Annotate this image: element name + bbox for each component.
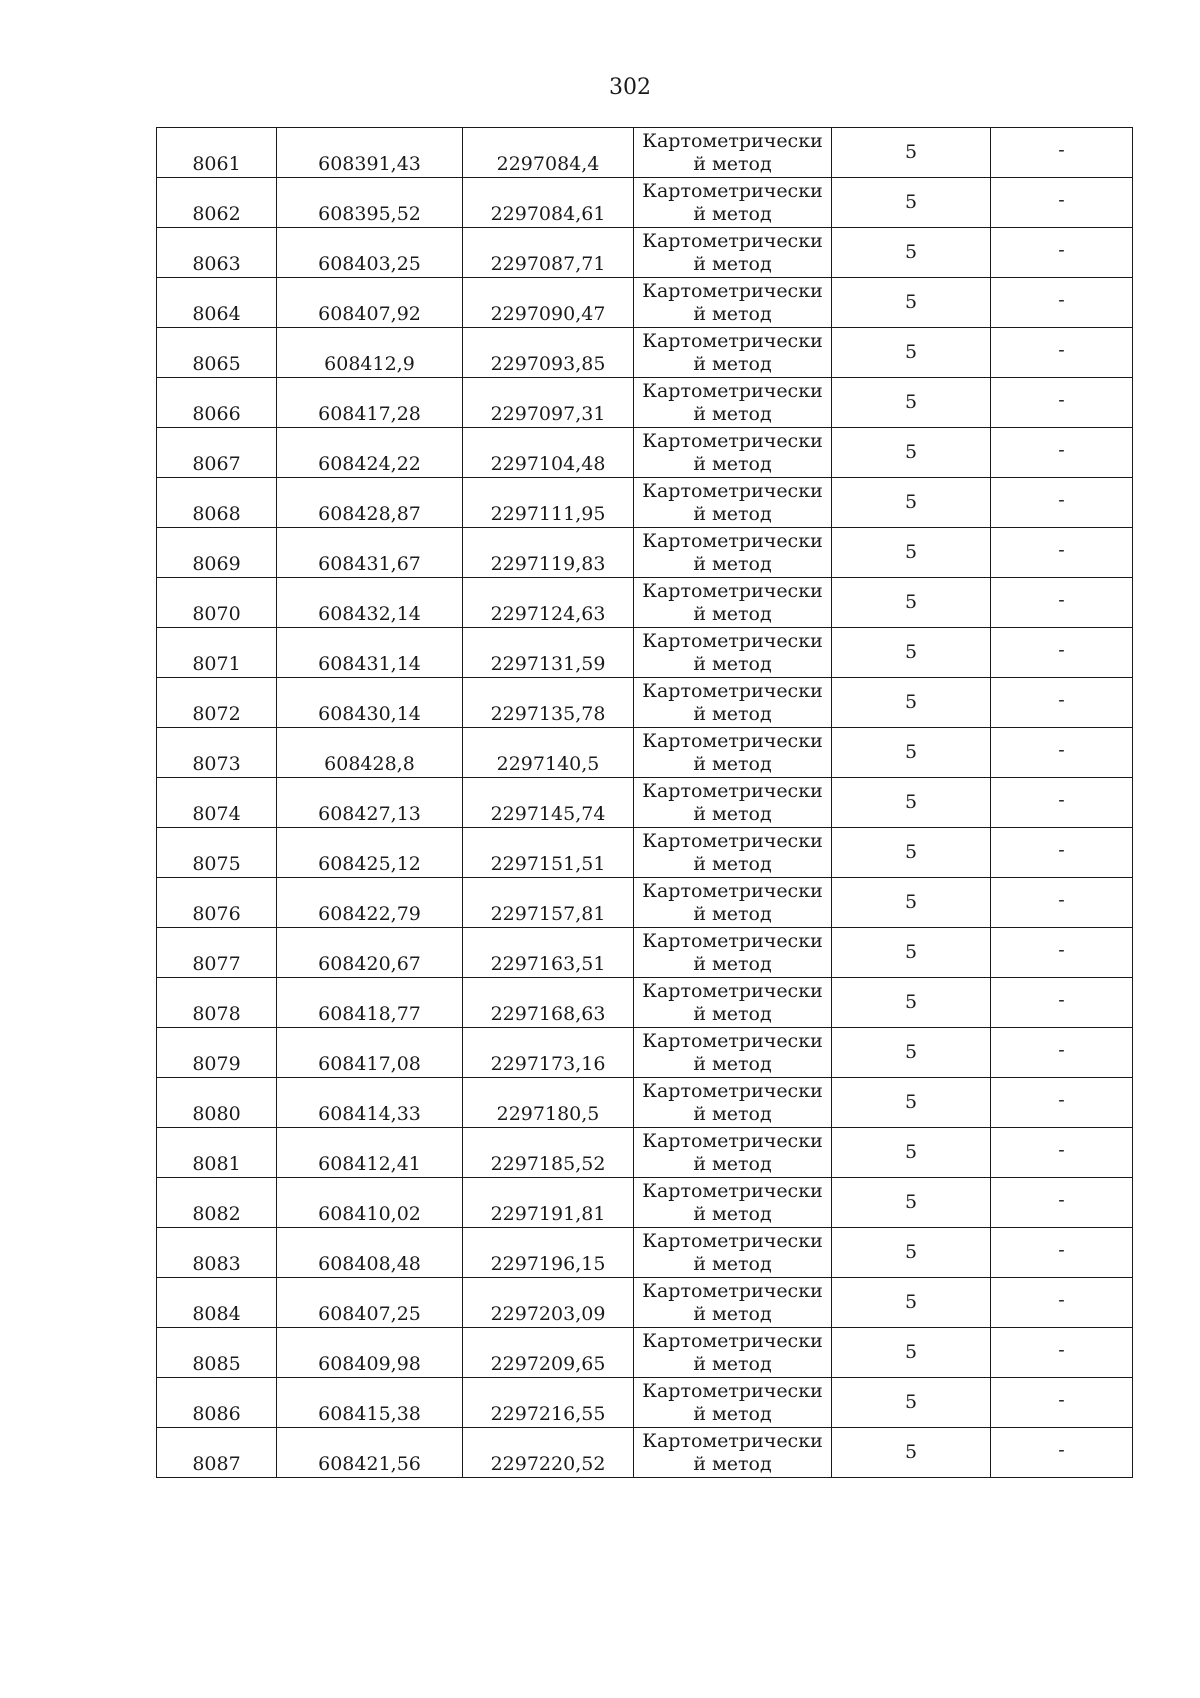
accuracy-cell: 5 bbox=[832, 1428, 991, 1478]
y-coord-cell: 2297220,52 bbox=[463, 1428, 634, 1478]
y-coord-cell: 2297173,16 bbox=[463, 1028, 634, 1078]
method-cell: Картометрически й метод bbox=[634, 1128, 832, 1178]
table-row bbox=[157, 678, 1133, 728]
point-id-cell: 8068 bbox=[157, 478, 277, 528]
accuracy-cell: 5 bbox=[832, 1228, 991, 1278]
y-coord-cell: 2297216,55 bbox=[463, 1378, 634, 1428]
table-row bbox=[157, 378, 1133, 428]
accuracy-cell: 5 bbox=[832, 928, 991, 978]
accuracy-cell: 5 bbox=[832, 628, 991, 678]
point-id-cell: 8074 bbox=[157, 778, 277, 828]
table-row bbox=[157, 1028, 1133, 1078]
y-coord-cell: 2297157,81 bbox=[463, 878, 634, 928]
y-coord-cell: 2297203,09 bbox=[463, 1278, 634, 1328]
point-id-cell: 8076 bbox=[157, 878, 277, 928]
method-cell: Картометрически й метод bbox=[634, 678, 832, 728]
x-coord-cell: 608432,14 bbox=[277, 578, 463, 628]
table-row bbox=[157, 478, 1133, 528]
note-cell: - bbox=[991, 1078, 1133, 1128]
x-coord-cell: 608420,67 bbox=[277, 928, 463, 978]
note-cell: - bbox=[991, 678, 1133, 728]
point-id-cell: 8082 bbox=[157, 1178, 277, 1228]
note-cell: - bbox=[991, 728, 1133, 778]
table-row bbox=[157, 828, 1133, 878]
note-cell: - bbox=[991, 378, 1133, 428]
table-row bbox=[157, 278, 1133, 328]
y-coord-cell: 2297111,95 bbox=[463, 478, 634, 528]
note-cell: - bbox=[991, 128, 1133, 178]
accuracy-cell: 5 bbox=[832, 378, 991, 428]
accuracy-cell: 5 bbox=[832, 278, 991, 328]
table-row bbox=[157, 628, 1133, 678]
point-id-cell: 8073 bbox=[157, 728, 277, 778]
method-cell: Картометрически й метод bbox=[634, 528, 832, 578]
method-cell: Картометрически й метод bbox=[634, 1278, 832, 1328]
point-id-cell: 8067 bbox=[157, 428, 277, 478]
note-cell: - bbox=[991, 978, 1133, 1028]
table-row bbox=[157, 1378, 1133, 1428]
accuracy-cell: 5 bbox=[832, 1178, 991, 1228]
x-coord-cell: 608418,77 bbox=[277, 978, 463, 1028]
method-cell: Картометрически й метод bbox=[634, 828, 832, 878]
method-cell: Картометрически й метод bbox=[634, 278, 832, 328]
y-coord-cell: 2297151,51 bbox=[463, 828, 634, 878]
table-row bbox=[157, 1128, 1133, 1178]
table-row bbox=[157, 1078, 1133, 1128]
note-cell: - bbox=[991, 1428, 1133, 1478]
note-cell: - bbox=[991, 1178, 1133, 1228]
y-coord-cell: 2297093,85 bbox=[463, 328, 634, 378]
method-cell: Картометрически й метод bbox=[634, 778, 832, 828]
x-coord-cell: 608430,14 bbox=[277, 678, 463, 728]
table-row bbox=[157, 1278, 1133, 1328]
method-cell: Картометрически й метод bbox=[634, 728, 832, 778]
note-cell: - bbox=[991, 1228, 1133, 1278]
accuracy-cell: 5 bbox=[832, 428, 991, 478]
note-cell: - bbox=[991, 928, 1133, 978]
accuracy-cell: 5 bbox=[832, 478, 991, 528]
y-coord-cell: 2297145,74 bbox=[463, 778, 634, 828]
x-coord-cell: 608427,13 bbox=[277, 778, 463, 828]
method-cell: Картометрически й метод bbox=[634, 1028, 832, 1078]
point-id-cell: 8069 bbox=[157, 528, 277, 578]
y-coord-cell: 2297087,71 bbox=[463, 228, 634, 278]
method-cell: Картометрически й метод bbox=[634, 328, 832, 378]
point-id-cell: 8072 bbox=[157, 678, 277, 728]
point-id-cell: 8064 bbox=[157, 278, 277, 328]
note-cell: - bbox=[991, 1128, 1133, 1178]
x-coord-cell: 608417,08 bbox=[277, 1028, 463, 1078]
x-coord-cell: 608425,12 bbox=[277, 828, 463, 878]
note-cell: - bbox=[991, 478, 1133, 528]
y-coord-cell: 2297196,15 bbox=[463, 1228, 634, 1278]
accuracy-cell: 5 bbox=[832, 778, 991, 828]
accuracy-cell: 5 bbox=[832, 1328, 991, 1378]
table-row bbox=[157, 578, 1133, 628]
table-row bbox=[157, 878, 1133, 928]
point-id-cell: 8078 bbox=[157, 978, 277, 1028]
method-cell: Картометрически й метод bbox=[634, 628, 832, 678]
y-coord-cell: 2297119,83 bbox=[463, 528, 634, 578]
x-coord-cell: 608391,43 bbox=[277, 128, 463, 178]
x-coord-cell: 608414,33 bbox=[277, 1078, 463, 1128]
x-coord-cell: 608431,67 bbox=[277, 528, 463, 578]
x-coord-cell: 608403,25 bbox=[277, 228, 463, 278]
accuracy-cell: 5 bbox=[832, 1078, 991, 1128]
method-cell: Картометрически й метод bbox=[634, 1078, 832, 1128]
note-cell: - bbox=[991, 528, 1133, 578]
y-coord-cell: 2297163,51 bbox=[463, 928, 634, 978]
x-coord-cell: 608408,48 bbox=[277, 1228, 463, 1278]
x-coord-cell: 608412,9 bbox=[277, 328, 463, 378]
note-cell: - bbox=[991, 228, 1133, 278]
table-row bbox=[157, 128, 1133, 178]
x-coord-cell: 608407,25 bbox=[277, 1278, 463, 1328]
accuracy-cell: 5 bbox=[832, 678, 991, 728]
table-row bbox=[157, 428, 1133, 478]
note-cell: - bbox=[991, 1378, 1133, 1428]
method-cell: Картометрически й метод bbox=[634, 128, 832, 178]
method-cell: Картометрически й метод bbox=[634, 178, 832, 228]
method-cell: Картометрически й метод bbox=[634, 928, 832, 978]
accuracy-cell: 5 bbox=[832, 578, 991, 628]
method-cell: Картометрически й метод bbox=[634, 578, 832, 628]
x-coord-cell: 608412,41 bbox=[277, 1128, 463, 1178]
x-coord-cell: 608421,56 bbox=[277, 1428, 463, 1478]
x-coord-cell: 608407,92 bbox=[277, 278, 463, 328]
method-cell: Картометрически й метод bbox=[634, 1228, 832, 1278]
x-coord-cell: 608395,52 bbox=[277, 178, 463, 228]
point-id-cell: 8070 bbox=[157, 578, 277, 628]
table-row bbox=[157, 328, 1133, 378]
accuracy-cell: 5 bbox=[832, 728, 991, 778]
y-coord-cell: 2297131,59 bbox=[463, 628, 634, 678]
method-cell: Картометрически й метод bbox=[634, 1178, 832, 1228]
page-number: 302 bbox=[609, 75, 651, 100]
table-row bbox=[157, 778, 1133, 828]
point-id-cell: 8077 bbox=[157, 928, 277, 978]
coordinates-table bbox=[156, 127, 1133, 1478]
point-id-cell: 8084 bbox=[157, 1278, 277, 1328]
note-cell: - bbox=[991, 328, 1133, 378]
accuracy-cell: 5 bbox=[832, 978, 991, 1028]
table-row bbox=[157, 1228, 1133, 1278]
y-coord-cell: 2297180,5 bbox=[463, 1078, 634, 1128]
point-id-cell: 8080 bbox=[157, 1078, 277, 1128]
point-id-cell: 8063 bbox=[157, 228, 277, 278]
point-id-cell: 8061 bbox=[157, 128, 277, 178]
note-cell: - bbox=[991, 1328, 1133, 1378]
table-row bbox=[157, 1328, 1133, 1378]
note-cell: - bbox=[991, 278, 1133, 328]
table-row bbox=[157, 178, 1133, 228]
y-coord-cell: 2297104,48 bbox=[463, 428, 634, 478]
y-coord-cell: 2297140,5 bbox=[463, 728, 634, 778]
y-coord-cell: 2297097,31 bbox=[463, 378, 634, 428]
accuracy-cell: 5 bbox=[832, 828, 991, 878]
y-coord-cell: 2297084,61 bbox=[463, 178, 634, 228]
method-cell: Картометрически й метод bbox=[634, 1378, 832, 1428]
note-cell: - bbox=[991, 1278, 1133, 1328]
y-coord-cell: 2297191,81 bbox=[463, 1178, 634, 1228]
note-cell: - bbox=[991, 578, 1133, 628]
x-coord-cell: 608415,38 bbox=[277, 1378, 463, 1428]
point-id-cell: 8066 bbox=[157, 378, 277, 428]
method-cell: Картометрически й метод bbox=[634, 978, 832, 1028]
point-id-cell: 8087 bbox=[157, 1428, 277, 1478]
y-coord-cell: 2297084,4 bbox=[463, 128, 634, 178]
y-coord-cell: 2297209,65 bbox=[463, 1328, 634, 1378]
y-coord-cell: 2297135,78 bbox=[463, 678, 634, 728]
note-cell: - bbox=[991, 828, 1133, 878]
accuracy-cell: 5 bbox=[832, 528, 991, 578]
point-id-cell: 8071 bbox=[157, 628, 277, 678]
note-cell: - bbox=[991, 878, 1133, 928]
x-coord-cell: 608410,02 bbox=[277, 1178, 463, 1228]
table-row bbox=[157, 228, 1133, 278]
y-coord-cell: 2297168,63 bbox=[463, 978, 634, 1028]
method-cell: Картометрически й метод bbox=[634, 228, 832, 278]
point-id-cell: 8075 bbox=[157, 828, 277, 878]
accuracy-cell: 5 bbox=[832, 1278, 991, 1328]
point-id-cell: 8085 bbox=[157, 1328, 277, 1378]
table-row bbox=[157, 1178, 1133, 1228]
point-id-cell: 8065 bbox=[157, 328, 277, 378]
accuracy-cell: 5 bbox=[832, 878, 991, 928]
note-cell: - bbox=[991, 628, 1133, 678]
point-id-cell: 8079 bbox=[157, 1028, 277, 1078]
accuracy-cell: 5 bbox=[832, 228, 991, 278]
accuracy-cell: 5 bbox=[832, 1128, 991, 1178]
x-coord-cell: 608428,8 bbox=[277, 728, 463, 778]
x-coord-cell: 608422,79 bbox=[277, 878, 463, 928]
point-id-cell: 8081 bbox=[157, 1128, 277, 1178]
x-coord-cell: 608417,28 bbox=[277, 378, 463, 428]
accuracy-cell: 5 bbox=[832, 328, 991, 378]
note-cell: - bbox=[991, 1028, 1133, 1078]
note-cell: - bbox=[991, 428, 1133, 478]
method-cell: Картометрически й метод bbox=[634, 1328, 832, 1378]
note-cell: - bbox=[991, 178, 1133, 228]
method-cell: Картометрически й метод bbox=[634, 1428, 832, 1478]
method-cell: Картометрически й метод bbox=[634, 378, 832, 428]
y-coord-cell: 2297124,63 bbox=[463, 578, 634, 628]
point-id-cell: 8086 bbox=[157, 1378, 277, 1428]
table-row bbox=[157, 978, 1133, 1028]
method-cell: Картометрически й метод bbox=[634, 878, 832, 928]
table-row bbox=[157, 728, 1133, 778]
table-row bbox=[157, 928, 1133, 978]
point-id-cell: 8083 bbox=[157, 1228, 277, 1278]
x-coord-cell: 608431,14 bbox=[277, 628, 463, 678]
method-cell: Картометрически й метод bbox=[634, 428, 832, 478]
accuracy-cell: 5 bbox=[832, 128, 991, 178]
accuracy-cell: 5 bbox=[832, 178, 991, 228]
accuracy-cell: 5 bbox=[832, 1378, 991, 1428]
x-coord-cell: 608409,98 bbox=[277, 1328, 463, 1378]
table-row bbox=[157, 1428, 1133, 1478]
y-coord-cell: 2297185,52 bbox=[463, 1128, 634, 1178]
accuracy-cell: 5 bbox=[832, 1028, 991, 1078]
table-row bbox=[157, 528, 1133, 578]
y-coord-cell: 2297090,47 bbox=[463, 278, 634, 328]
coordinates-table-body bbox=[157, 128, 1133, 1478]
point-id-cell: 8062 bbox=[157, 178, 277, 228]
method-cell: Картометрически й метод bbox=[634, 478, 832, 528]
x-coord-cell: 608424,22 bbox=[277, 428, 463, 478]
note-cell: - bbox=[991, 778, 1133, 828]
x-coord-cell: 608428,87 bbox=[277, 478, 463, 528]
